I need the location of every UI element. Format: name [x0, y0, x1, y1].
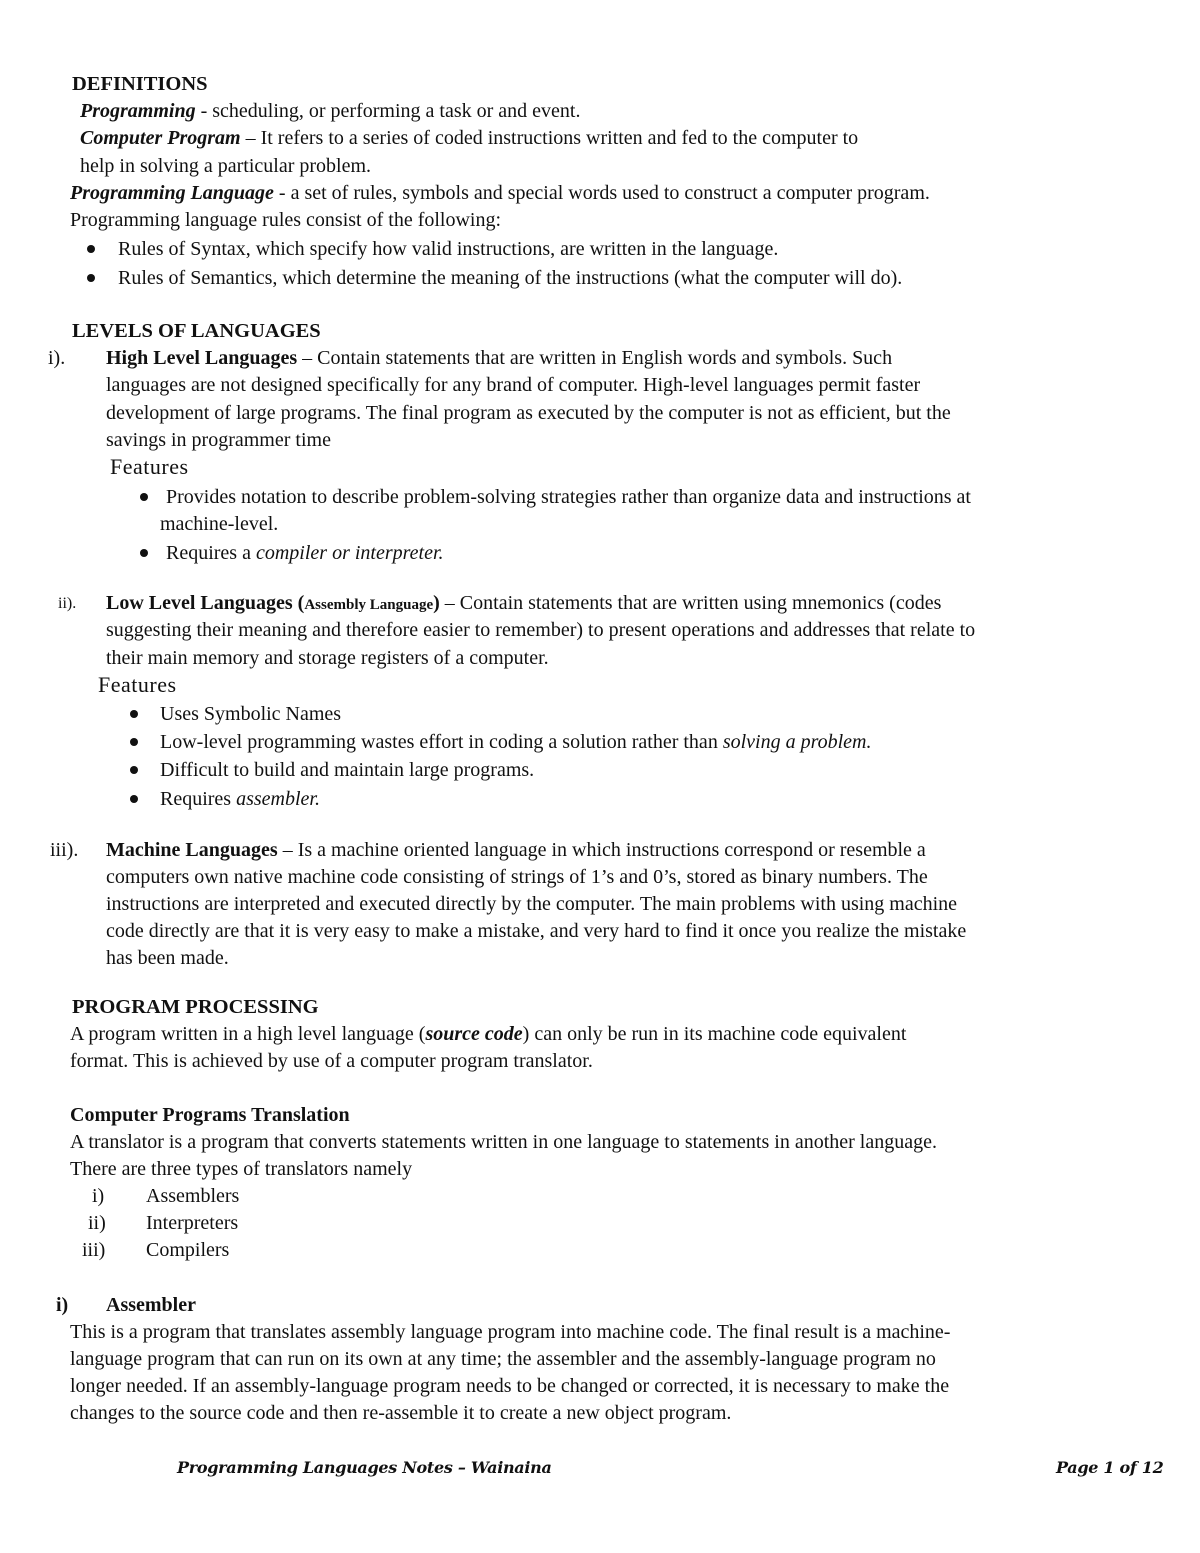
- bullet-icon: [130, 738, 138, 746]
- low-level-desc-3: their main memory and storage registers of a computer.: [106, 647, 549, 669]
- translator-marker: iii): [82, 1239, 106, 1261]
- bullet-icon: [87, 274, 95, 282]
- low-feature-3: Difficult to build and maintain large programs.: [160, 759, 535, 781]
- low-feature-2: [160, 729, 872, 755]
- source-code-term: source code: [425, 1023, 523, 1045]
- definition-programming: [80, 98, 580, 124]
- low-level-title: Low Level Languages (: [106, 592, 305, 614]
- low-feature-4-italic: assembler.: [236, 788, 320, 810]
- translator-item: Assemblers: [146, 1185, 240, 1207]
- processing-line-1-prefix: A program written in a high level language (: [70, 1023, 426, 1045]
- machine-desc-3: instructions are interpreted and executed directly by the computer. The main problems with using machine: [106, 893, 958, 915]
- bullet-icon: [140, 549, 148, 557]
- low-level-desc-2: suggesting their meaning and therefore easier to remember) to present operations and addresses that relate to: [106, 619, 976, 641]
- def-computer-program-cont: help in solving a particular problem.: [80, 155, 372, 177]
- translation-line-2: There are three types of translators namely: [70, 1158, 413, 1180]
- assembler-marker: i): [56, 1294, 69, 1316]
- low-level-line-1: [106, 590, 941, 618]
- processing-line-2: format. This is achieved by use of a computer program translator.: [70, 1050, 593, 1072]
- high-level-desc-3: development of large programs. The final program as executed by the computer is not as efficient, but the: [106, 402, 951, 424]
- definition-programming-language: [70, 180, 930, 206]
- marker-machine: iii).: [50, 839, 79, 861]
- high-level-title: High Level Languages: [106, 347, 298, 369]
- term-programming: Programming: [80, 100, 196, 122]
- footer-title: Programming Languages Notes – Wainaina: [177, 1458, 552, 1477]
- translator-marker: i): [92, 1185, 105, 1207]
- assembler-heading: Assembler: [106, 1294, 196, 1316]
- high-feature-2-italic: compiler or interpreter.: [255, 542, 444, 564]
- high-feature-1b: machine-level.: [160, 513, 279, 535]
- processing-line-1: [70, 1021, 906, 1047]
- translator-item: Compilers: [146, 1239, 230, 1261]
- high-level-desc-2: languages are not designed specifically for any brand of computer. High-level languages permit faster: [106, 374, 921, 396]
- machine-desc-2: computers own native machine code consisting of strings of 1’s and 0’s, stored as binary numbers. The: [106, 866, 928, 888]
- def-computer-program: – It refers to a series of coded instructions written and fed to the computer to: [240, 127, 859, 149]
- marker-low: ii).: [58, 595, 77, 612]
- low-feature-4-prefix: Requires: [160, 788, 237, 810]
- processing-line-1-suffix: ) can only be run in its machine code equivalent: [522, 1023, 907, 1045]
- low-level-desc-1: – Contain statements that are written using mnemonics (codes: [439, 592, 942, 614]
- high-level-line-1: [106, 345, 892, 371]
- low-level-title-small: Assembly Language: [304, 597, 434, 613]
- low-level-title-close: ): [433, 592, 440, 614]
- assembler-line-1: This is a program that translates assembly language program into machine code. The final result is a machine-: [70, 1321, 951, 1343]
- machine-desc-4: code directly are that it is very easy to make a mistake, and very hard to find it once you realize the mistake: [106, 920, 967, 942]
- marker-high: i).: [48, 347, 66, 369]
- high-level-desc-4: savings in programmer time: [106, 429, 331, 451]
- rule-syntax: Rules of Syntax, which specify how valid instructions, are written in the language.: [118, 238, 779, 260]
- high-features-label: Features: [110, 454, 189, 479]
- machine-desc-1: – Is a machine oriented language in which instructions correspond or resemble a: [277, 839, 926, 861]
- bullet-icon: [130, 710, 138, 718]
- high-feature-1a: Provides notation to describe problem-solving strategies rather than organize data and instructions at: [166, 486, 971, 508]
- high-feature-2: [166, 540, 444, 566]
- rule-semantics: Rules of Semantics, which determine the meaning of the instructions (what the computer will do).: [118, 267, 903, 289]
- definition-computer-program: [80, 125, 858, 151]
- rules-intro: Programming language rules consist of the following:: [70, 209, 502, 231]
- levels-heading: LEVELS OF LANGUAGES: [72, 320, 321, 342]
- translator-item: Interpreters: [146, 1212, 239, 1234]
- footer-page-number: Page 1 of 12: [1056, 1458, 1164, 1477]
- machine-line-1: [106, 837, 926, 863]
- low-feature-2-italic: solving a problem.: [722, 731, 872, 753]
- term-computer-program: Computer Program: [80, 127, 241, 149]
- translator-marker: ii): [88, 1212, 106, 1234]
- assembler-line-2: language program that can run on its own at any time; the assembler and the assembly-language program no: [70, 1348, 936, 1370]
- definitions-heading: DEFINITIONS: [72, 73, 208, 95]
- bullet-icon: [87, 245, 95, 253]
- machine-title: Machine Languages: [106, 839, 278, 861]
- translation-line-1: A translator is a program that converts statements written in one language to statements in another language.: [70, 1131, 937, 1153]
- def-programming-language: - a set of rules, symbols and special words used to construct a computer program.: [273, 182, 930, 204]
- term-programming-language: Programming Language: [70, 182, 274, 204]
- low-feature-1: Uses Symbolic Names: [160, 703, 342, 725]
- low-feature-4: [160, 786, 320, 812]
- high-feature-2-prefix: Requires a: [166, 542, 256, 564]
- machine-desc-5: has been made.: [106, 947, 229, 969]
- assembler-line-4: changes to the source code and then re-assemble it to create a new object program.: [70, 1402, 732, 1424]
- bullet-icon: [140, 493, 148, 501]
- bullet-icon: [130, 766, 138, 774]
- high-level-desc-1: – Contain statements that are written in English words and symbols. Such: [297, 347, 893, 369]
- processing-heading: PROGRAM PROCESSING: [72, 996, 319, 1018]
- translation-heading: Computer Programs Translation: [70, 1104, 350, 1126]
- assembler-line-3: longer needed. If an assembly-language program needs to be changed or corrected, it is necessary to make the: [70, 1375, 950, 1397]
- low-features-label: Features: [98, 672, 177, 697]
- bullet-icon: [130, 795, 138, 803]
- def-programming: - scheduling, or performing a task or and event.: [195, 100, 581, 122]
- low-feature-2-prefix: Low-level programming wastes effort in coding a solution rather than: [160, 731, 723, 753]
